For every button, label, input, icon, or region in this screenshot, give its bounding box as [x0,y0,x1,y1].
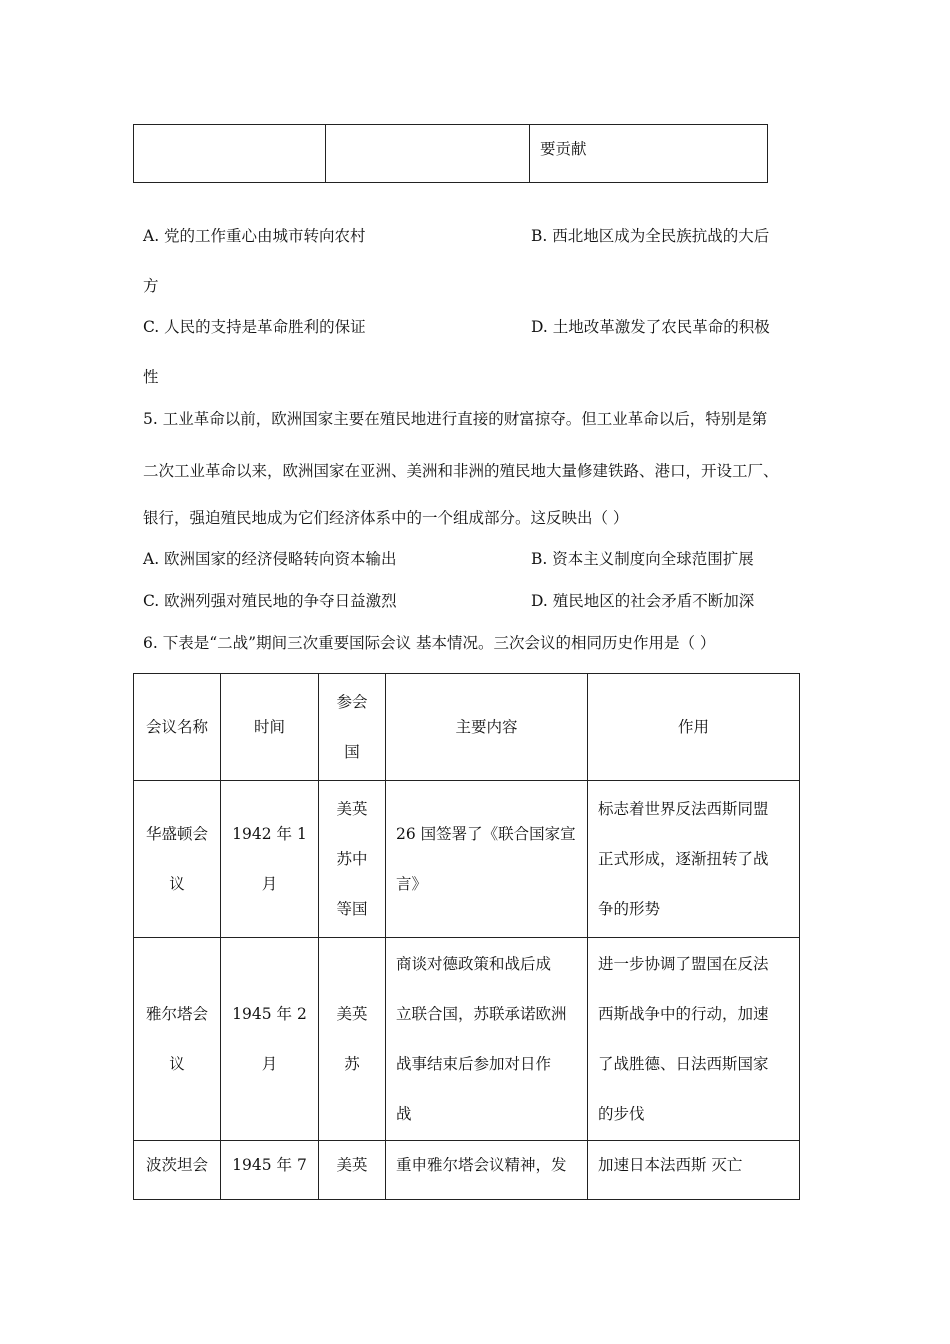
table-row [134,781,800,938]
table-cell: 美英 苏中 等国 [319,781,386,938]
table-cell: 1945 年 2 月 [221,938,319,1141]
table-cell: 美英 [319,1141,386,1200]
table-row [134,938,800,1141]
header-cell: 会议名称 [134,674,221,781]
table-cell: 进一步协调了盟国在反法 西斯战争中的行动，加速 了战胜德、日法西斯国家 的步伐 [588,938,800,1141]
q5-option-a: A. 欧洲国家的经济侵略转向资本输出 [143,550,397,568]
table-cell: 华盛顿会 议 [134,781,221,938]
q5-stem-line3: 银行，强迫殖民地成为它们经济体系中的一个组成部分。这反映出（ ） [143,509,629,527]
table-cell: 1942 年 1 月 [221,781,319,938]
header-cell: 时间 [221,674,319,781]
q6-stem: 6. 下表是“二战”期间三次重要国际会议 基本情况。三次会议的相同历史作用是（ ） [143,634,716,652]
top-partial-table [133,124,768,183]
top-table-cell-2 [326,125,530,183]
q4-option-b-wrap: 方 [143,277,159,295]
q4-option-d-wrap: 性 [143,368,159,386]
q5-stem-line2: 二次工业革命以来，欧洲国家在亚洲、美洲和非洲的殖民地大量修建铁路、港口，开设工厂、 [143,462,779,480]
table-cell: 雅尔塔会 议 [134,938,221,1141]
top-table-cell-3: 要贡献 [530,125,768,183]
q5-option-b: B. 资本主义制度向全球范围扩展 [531,550,754,568]
table-cell: 标志着世界反法西斯同盟 正式形成，逐渐扭转了战 争的形势 [588,781,800,938]
q5-option-c: C. 欧洲列强对殖民地的争夺日益激烈 [143,592,397,610]
table-cell: 1945 年 7 [221,1141,319,1200]
table-header-row [134,674,800,781]
header-cell: 参会 国 [319,674,386,781]
header-cell: 作用 [588,674,800,781]
q5-option-d: D. 殖民地区的社会矛盾不断加深 [531,592,755,610]
table-row [134,1141,800,1200]
table-cell: 重申雅尔塔会议精神，发 [386,1141,588,1200]
q4-option-a: A. 党的工作重心由城市转向农村 [143,227,366,245]
q4-option-c: C. 人民的支持是革命胜利的保证 [143,318,366,336]
q4-option-b: B. 西北地区成为全民族抗战的大后 [531,227,770,245]
q5-stem-line1: 5. 工业革命以前，欧洲国家主要在殖民地进行直接的财富掠夺。但工业革命以后，特别是第 [143,410,768,428]
table-cell: 波茨坦会 [134,1141,221,1200]
meetings-table [133,673,800,1200]
header-cell: 主要内容 [386,674,588,781]
table-cell: 26 国签署了《联合国家宣 言》 [386,781,588,938]
table-cell: 商谈对德政策和战后成 立联合国，苏联承诺欧洲 战事结束后参加对日作 战 [386,938,588,1141]
q4-option-d: D. 土地改革激发了农民革命的积极 [531,318,770,336]
table-cell: 加速日本法西斯 灭亡 [588,1141,800,1200]
top-table-cell-1 [134,125,326,183]
table-cell: 美英 苏 [319,938,386,1141]
